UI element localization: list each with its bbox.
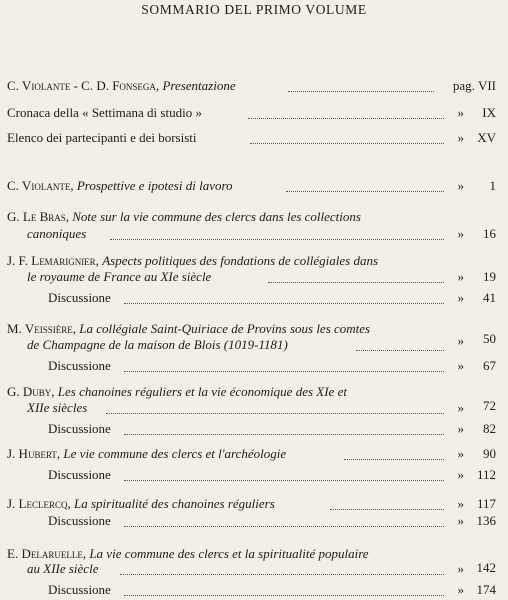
ditto-mark: » (457, 467, 464, 482)
ditto-mark: » (457, 496, 464, 511)
entry-author: C. Violante - C. D. Fonsega, (7, 78, 160, 93)
page-number: 142 (476, 560, 496, 575)
entry-title: Presentazione (162, 78, 236, 93)
ditto-mark: » (457, 333, 464, 348)
entry-title-line: Prospettive e ipotesi di lavoro (76, 178, 233, 193)
ditto-mark: » (457, 421, 464, 436)
entry-title: Cronaca della « Settimana di studio » (7, 105, 202, 120)
entry-title-line: La collégiale Saint-Quiriace de Provins sous les comtes (79, 321, 371, 336)
page-number: 136 (476, 513, 496, 528)
leader-dots (124, 526, 444, 527)
page-number: 72 (483, 398, 496, 413)
ditto-mark: » (457, 269, 464, 284)
entry-title-line: au XIIe siècle (27, 561, 99, 576)
ditto-mark: » (457, 513, 464, 528)
discussion-label: Discussione (48, 358, 111, 373)
entry-title-line: de Champagne de la maison de Blois (1019-1181) (27, 337, 288, 352)
entry-title-line: Le vie commune des clercs et l'archéologie (63, 446, 287, 461)
entry-title-line: La spiritualité des chanoines réguliers (74, 496, 275, 511)
page-number: 50 (483, 331, 496, 346)
page-label: pag. (452, 78, 475, 93)
page-number: VII (477, 78, 496, 93)
leader-dots (124, 371, 444, 372)
discussion-label: Discussione (48, 467, 111, 482)
entry-title-line: le royaume de France au XIe siècle (27, 269, 212, 284)
page-number: 67 (483, 358, 496, 373)
leader-dots (110, 239, 444, 240)
ditto-mark: » (457, 178, 464, 193)
leader-dots (106, 413, 444, 414)
discussion-label: Discussione (48, 421, 111, 436)
leader-dots (124, 595, 444, 596)
page-number: 16 (483, 226, 496, 241)
leader-dots (120, 574, 444, 575)
ditto-mark: » (457, 561, 464, 576)
leader-dots (356, 350, 444, 351)
page-number: 1 (489, 178, 496, 193)
leader-dots (248, 118, 444, 119)
ditto-mark: » (457, 446, 464, 461)
page-number: 41 (483, 290, 496, 305)
entry-author: G. Le Bras, (7, 209, 70, 224)
discussion-label: Discussione (48, 513, 111, 528)
entry-title-line: Les chanoines réguliers et la vie économique des XIe et (57, 384, 347, 399)
leader-dots (330, 509, 444, 510)
page-number: 19 (483, 269, 496, 284)
leader-dots (268, 282, 444, 283)
entry-title-line: Aspects politiques des fondations de collégiales dans (102, 253, 379, 268)
entry-author: E. Delaruelle, (7, 546, 87, 561)
entry-author: J. Hubert, (7, 446, 61, 461)
entry-title-line: canoniques (27, 226, 87, 241)
entry-author: J. F. Lemarignier, (7, 253, 99, 268)
page-number: IX (482, 105, 496, 120)
discussion-label: Discussione (48, 290, 111, 305)
page-number: 112 (476, 467, 496, 482)
page-number: 82 (483, 421, 496, 436)
page-number: 90 (483, 446, 496, 461)
entry-author: J. Leclercq, (7, 496, 71, 511)
page-title: SOMMARIO DEL PRIMO VOLUME (141, 2, 367, 17)
leader-dots (344, 459, 444, 460)
page-number: 117 (476, 496, 496, 511)
entry-author: G. Duby, (7, 384, 55, 399)
ditto-mark: » (457, 130, 464, 145)
ditto-mark: » (457, 400, 464, 415)
leader-dots (124, 434, 444, 435)
entry-title: Elenco dei partecipanti e dei borsisti (7, 130, 197, 145)
entry-title-line: XIIe siècles (27, 400, 88, 415)
leader-dots (288, 91, 434, 92)
entry-author: C. Violante, (7, 178, 74, 193)
ditto-mark: » (457, 358, 464, 373)
ditto-mark: » (457, 226, 464, 241)
entry-title-line: La vie commune des clercs et la spiritualité populaire (89, 546, 369, 561)
discussion-label: Discussione (48, 582, 111, 597)
ditto-mark: » (457, 290, 464, 305)
entry-author: M. Veissière, (7, 321, 76, 336)
ditto-mark: » (457, 105, 464, 120)
leader-dots (250, 143, 444, 144)
page-number: XV (477, 130, 496, 145)
page-number: 174 (476, 582, 496, 597)
leader-dots (286, 191, 444, 192)
entry-title-line: Note sur la vie commune des clercs dans les collections (72, 209, 361, 224)
ditto-mark: » (457, 582, 464, 597)
leader-dots (124, 480, 444, 481)
leader-dots (124, 303, 444, 304)
